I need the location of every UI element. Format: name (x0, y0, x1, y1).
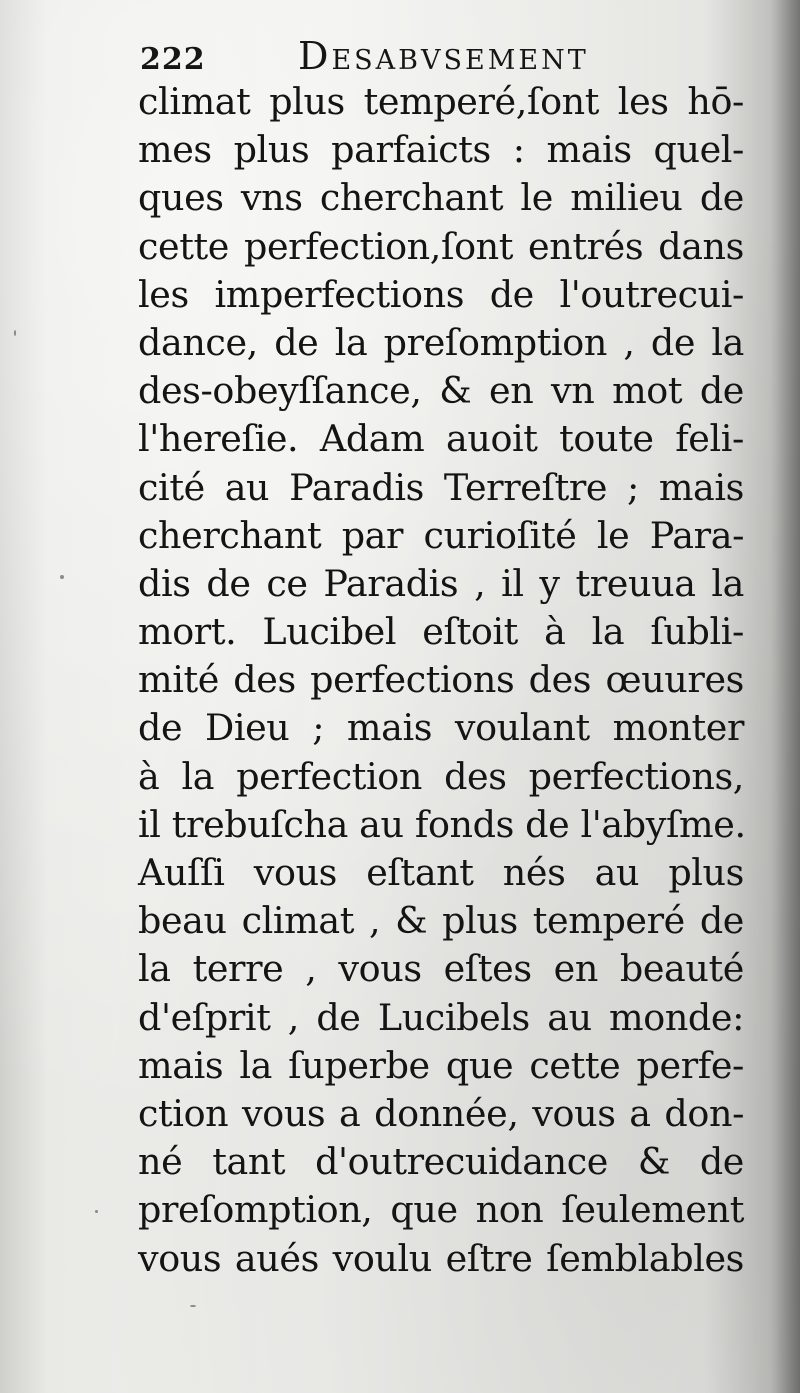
text-line: il trebuſcha au fonds de l'abyſme. (138, 802, 746, 846)
text-line: des-obeyſſance, & en vn mot de (138, 369, 744, 413)
text-line: dance, de la preſomption , de la (138, 320, 744, 364)
paper-speck (14, 330, 16, 336)
text-line: la terre , vous eſtes en beauté (138, 947, 744, 991)
text-line: cherchant par curioſité le Para- (138, 513, 744, 557)
page-number: 222 (140, 42, 206, 77)
paper-speck (95, 1210, 98, 1213)
body-text (138, 78, 744, 1283)
text-line: à la perfection des perfections, (138, 754, 744, 798)
text-line: mité des perfections des œuures (138, 658, 744, 702)
text-line: de Dieu ; mais voulant monter (138, 706, 744, 750)
text-line: cette perfection,ſont entrés dans (138, 224, 744, 268)
text-line: Auſſi vous eſtant nés au plus (138, 851, 744, 894)
text-line: preſomption, que non ſeulement (138, 1188, 744, 1232)
text-line: beau climat , & plus temperé de (138, 899, 744, 943)
text-line: d'eſprit , de Lucibels au monde: (138, 995, 744, 1039)
paper-speck (60, 575, 64, 579)
text-line: ction vous a donnée, vous a don- (138, 1091, 744, 1135)
text-line: dis de ce Paradis , il y treuua la (138, 561, 744, 605)
text-line: mort. Lucibel eſtoit à la ſubli- (138, 610, 744, 654)
text-line: ques vns cherchant le milieu de (138, 176, 744, 220)
running-head: Desabvsement (298, 34, 589, 78)
text-line: climat plus temperé,ſont les hō- (138, 80, 744, 123)
text-line: cité au Paradis Terreſtre ; mais (138, 465, 744, 509)
text-line: mes plus parfaicts : mais quel- (138, 128, 744, 172)
text-line: né tant d'outrecuidance & de (138, 1140, 744, 1184)
text-line: mais la ſuperbe que cette perfe- (138, 1043, 744, 1087)
text-line: l'hereſie. Adam auoit toute feli- (138, 417, 744, 461)
text-line: vous aués voulu eſtre ſemblables (138, 1236, 744, 1280)
text-line: les imperfections de l'outrecui- (138, 272, 744, 316)
paper-speck (190, 1305, 196, 1307)
